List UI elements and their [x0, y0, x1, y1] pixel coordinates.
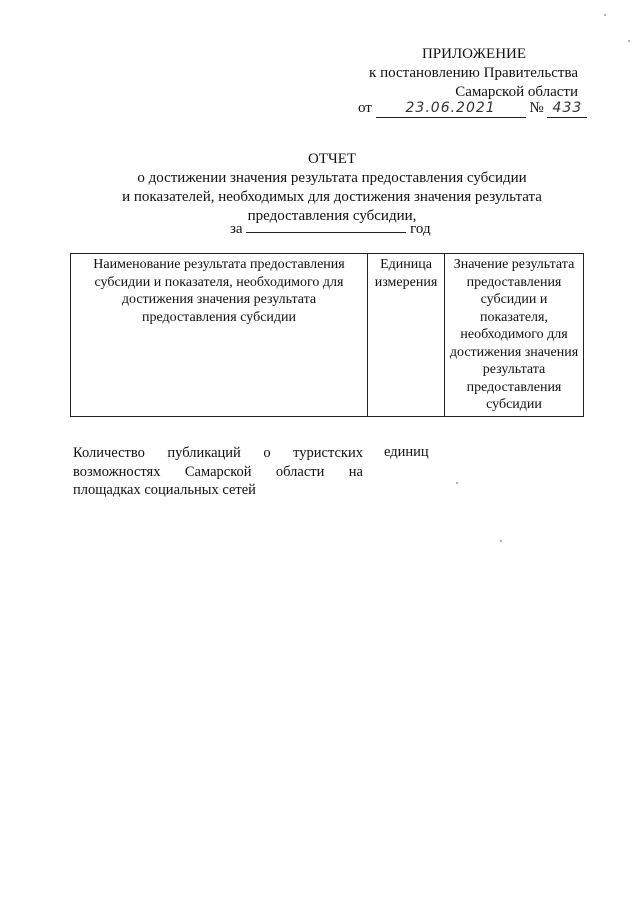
date-prefix: от [358, 100, 372, 116]
report-line-3: предоставления субсидии, [247, 208, 417, 224]
appendix-block [318, 45, 578, 102]
appendix-date-line [358, 100, 588, 120]
number-prefix: № [529, 100, 544, 116]
header-result-name: Наименование результата предоставления субсидии и показателя, необходимого для достижения значения результата предоставления субсидии [71, 254, 368, 417]
appendix-title: ПРИЛОЖЕНИЕ [421, 46, 527, 62]
row-result-name: Количество публикаций о туристских возможностях Самарской области на площадках социальных сетей [73, 445, 363, 498]
year-blank [246, 232, 406, 233]
scan-speck [604, 14, 606, 16]
report-table [70, 253, 584, 417]
header-value: Значение результата предоставления субсидии и показателя, необходимого для достижения значения результата предоставления субсидии [445, 254, 584, 417]
appendix-line-1: к постановлению Правительства [369, 65, 578, 81]
appendix-line-2: Самарской области [455, 84, 578, 100]
report-line-2: и показателей, необходимых для достижения значения результата [122, 189, 542, 205]
scan-speck [500, 540, 502, 542]
scan-speck [456, 482, 458, 484]
year-suffix: год [410, 221, 431, 237]
report-heading [0, 150, 640, 226]
table-header-row [71, 254, 584, 417]
report-title: ОТЧЕТ [307, 151, 357, 167]
number-field [547, 100, 587, 118]
date-field [376, 100, 526, 118]
row-unit: единиц [384, 444, 429, 460]
report-line-1: о достижении значения результата предоставления субсидии [137, 170, 527, 186]
scan-speck [628, 40, 630, 42]
report-year-line [230, 221, 440, 238]
header-unit: Единица измерения [368, 254, 445, 417]
year-prefix: за [230, 221, 243, 237]
date-value: 23.06.2021 [405, 100, 496, 116]
number-value: 433 [552, 100, 583, 116]
